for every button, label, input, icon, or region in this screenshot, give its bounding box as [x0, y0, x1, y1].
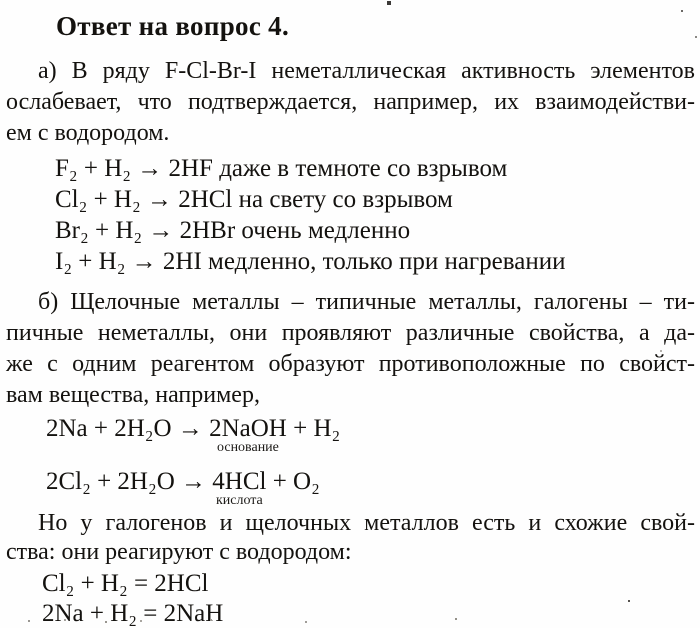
equation-i2-hi: I₂ + H₂ → 2HI медленно, только при нагревании [55, 248, 566, 275]
equation-cl2-hcl: Cl₂ + H₂ → 2HCl на свету со взрывом [55, 186, 453, 213]
paragraph-b-line-1: б) Щелочные металлы – типичные металлы, галогены – ти- [38, 289, 695, 315]
paragraph-a-line-1: а) В ряду F-Cl-Br-I неметаллическая активность элементов [38, 58, 695, 84]
equation-na-h2o-naoh [46, 413, 695, 466]
page-title: Ответ на вопрос 4. [56, 11, 290, 41]
paragraph-a-line-3: ем с водородом. [6, 120, 170, 146]
equation-na-h2-nah: 2Na + H₂ = 2NaH [42, 600, 224, 627]
substance-class-label-acid: кислота [215, 493, 263, 508]
equation-pre-text: 2Na + 2H₂O → [46, 415, 210, 442]
similarity-equations [6, 569, 695, 629]
paragraph-b-line-2: пичные неметаллы, они проявляют различные свойства, а да- [6, 320, 695, 346]
paragraph-c-line-2: ства: они реагируют с водородом: [6, 539, 352, 565]
halogen-hydrogen-equations [6, 153, 695, 277]
equation-post-text: + H₂ [286, 415, 341, 442]
equation-cl2-h2o-hcl [46, 466, 695, 509]
equation-pre-text: 2Cl₂ + 2H₂O → [46, 468, 213, 495]
paragraph-b [6, 287, 695, 411]
equation-f2-hf: F₂ + H₂ → 2HF даже в темноте со взрывом [55, 155, 508, 182]
paragraph-c [6, 509, 695, 567]
equation-cl2-h2-hcl: Cl₂ + H₂ = 2HCl [42, 570, 209, 597]
scan-noise-specks [0, 0, 2, 2]
product-formula: 2NaOH [209, 415, 287, 442]
equation-br2-hbr: Br₂ + H₂ → 2HBr очень медленно [55, 217, 411, 244]
product-formula: 4HCl [212, 468, 267, 495]
paragraph-b-line-3: же с одним реагентом образуют противоположные по свойст- [6, 351, 695, 377]
paragraph-a-line-2: ослабевает, что подтверждается, например, их взаимодействи- [6, 89, 695, 115]
paragraph-b-line-4: вам вещества, например, [6, 382, 260, 408]
paragraph-c-line-1: Но у галогенов и щелочных металлов есть и схожие свой- [38, 510, 695, 536]
labeled-product [212, 466, 267, 508]
equation-post-text: + O₂ [266, 468, 320, 495]
paragraph-a [6, 56, 695, 149]
labeled-product [209, 413, 287, 455]
substance-class-label-base: основание [217, 440, 279, 455]
